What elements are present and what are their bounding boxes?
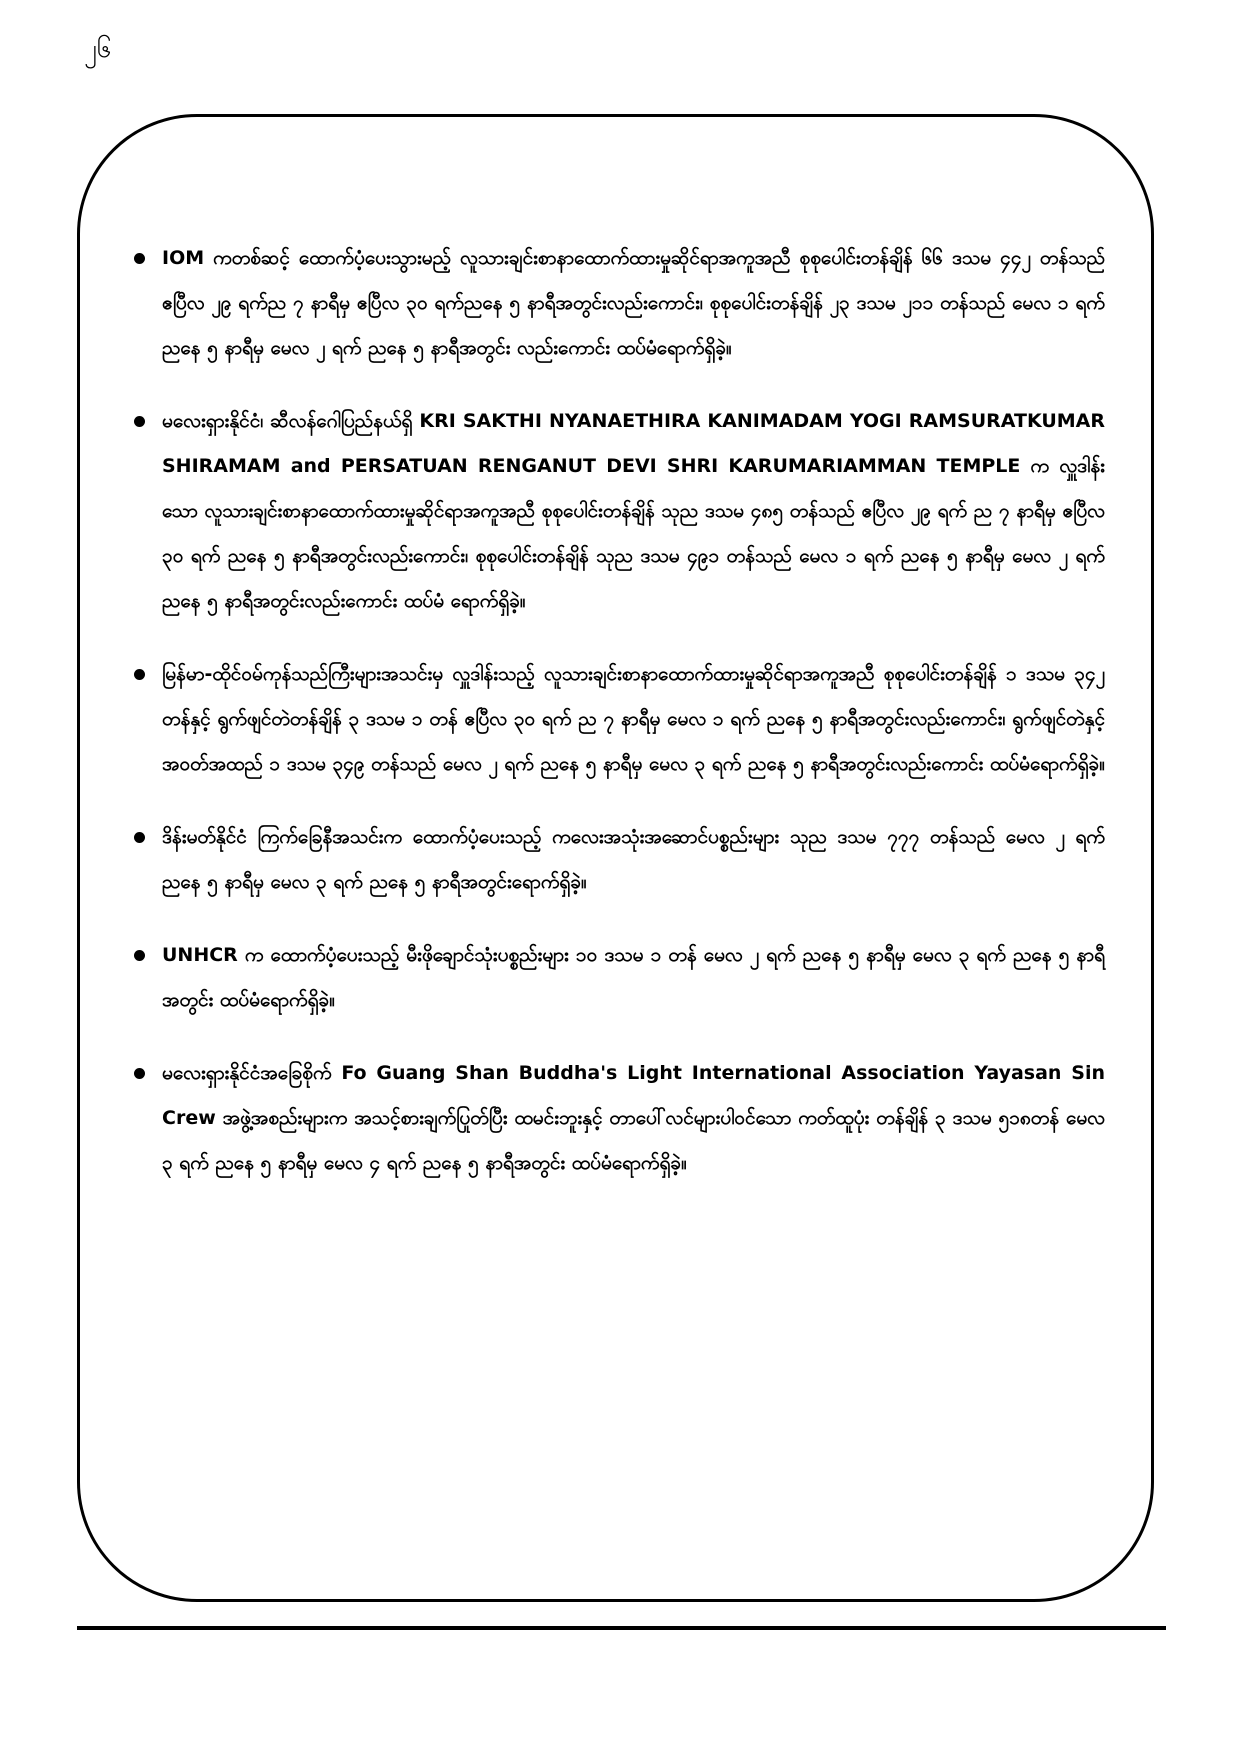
list-item-text: မြန်မာ-ထိုင်ဝမ်ကုန်သည်ကြီးများအသင်းမှ လှူဒါန်းသည့် လူသားချင်းစာနာထောက်ထားမှုဆိုင်ရာအကူအညီ စုစုပေါင်းတန်ချိန် ၁ ဒသမ ၃၄၂ တန်နှင့် ရွက်ဖျင်တဲတန်ချိန် ၃ ဒသမ ၁ တန် ဧပြီလ ၃၀ ရက် ည ၇ နာရီမှ မေလ ၁ ရက် ညနေ ၅ နာရီအတွင်းလည်းကောင်း၊ ရွက်ဖျင်တဲနှင့် အဝတ်အထည် ၁ ဒသမ ၃၄၉ တန်သည် မေလ ၂ ရက် ညနေ ၅ နာရီမှ မေလ ၃ ရက် ညနေ ၅ နာရီအတွင်းလည်းကောင်း ထပ်မံရောက်ရှိခဲ့။ bbox=[162, 663, 1105, 775]
bullet-icon bbox=[134, 1068, 145, 1079]
list-item-text: မလေးရှားနိုင်ငံ၊ ဆီလန်ဂေါပြည်နယ်ရှိ KRI SAKTHI NYANAETHIRA KANIMADAM YOGI RAMSURATKUMAR SHIRAMAM and PERSATUAN RENGANUT DEVI SHRI KARUMARIAMMAN TEMPLE က လှူဒါန်းသော လူသားချင်းစာနာထောက်ထားမှုဆိုင်ရာအကူအညီ စုစုပေါင်းတန်ချိန် သုည ဒသမ ၄၈၅ တန်သည် ဧပြီလ ၂၉ ရက် ည ၇ နာရီမှ ဧပြီလ ၃၀ ရက် ညနေ ၅ နာရီအတွင်းလည်းကောင်း၊ စုစုပေါင်းတန်ချိန် သုည ဒသမ ၄၉၁ တန်သည် မေလ ၁ ရက် ညနေ ၅ နာရီမှ မေလ ၂ ရက် ညနေ ၅ နာရီအတွင်းလည်းကောင်း ထပ်မံ ရောက်ရှိခဲ့။ bbox=[162, 410, 1105, 612]
list-item-text: ဒိန်းမတ်နိုင်ငံ ကြက်ခြေနီအသင်းက ထောက်ပံ့ပေးသည့် ကလေးအသုံးအဆောင်ပစ္စည်းများ သုည ဒသမ ၇၇၇ တန်သည် မေလ ၂ ရက် ညနေ ၅ နာရီမှ မေလ ၃ ရက် ညနေ ၅ နာရီအတွင်းရောက်ရှိခဲ့။ bbox=[162, 826, 1105, 893]
list-item-text: မလေးရှားနိုင်ငံအခြေစိုက် Fo Guang Shan Buddha's Light International Association Yayasan Sin Crew အဖွဲ့အစည်းများက အသင့်စားချက်ပြုတ်ပြီး ထမင်းဘူးနှင့် တာပေါ်လင်များပါဝင်သော ကတ်ထူပုံး တန်ချိန် ၃ ဒသမ ၅၁၈တန် မေလ ၃ ရက် ညနေ ၅ နာရီမှ မေလ ၄ ရက် ညနေ ၅ နာရီအတွင်း ထပ်မံရောက်ရှိခဲ့။ bbox=[162, 1062, 1105, 1174]
bullet-icon bbox=[134, 950, 145, 961]
bullet-icon bbox=[134, 832, 145, 843]
list-item-text: IOM ကတစ်ဆင့် ထောက်ပံ့ပေးသွားမည့် လူသားချင်းစာနာထောက်ထားမှုဆိုင်ရာအကူအညီ စုစုပေါင်းတန်ချိန် ၆၆ ဒသမ ၄၄၂ တန်သည် ဧပြီလ ၂၉ ရက်ည ၇ နာရီမှ ဧပြီလ ၃၀ ရက်ညနေ ၅ နာရီအတွင်းလည်းကောင်း၊ စုစုပေါင်းတန်ချိန် ၂၃ ဒသမ ၂၁၁ တန်သည် မေလ ၁ ရက် ညနေ ၅ နာရီမှ မေလ ၂ ရက် ညနေ ၅ နာရီအတွင်း လည်းကောင်း ထပ်မံရောက်ရှိခဲ့။ bbox=[162, 247, 1105, 359]
bullet-icon bbox=[134, 669, 145, 680]
list-item bbox=[130, 236, 1105, 371]
bullet-icon bbox=[134, 416, 145, 427]
bullet-icon bbox=[134, 253, 145, 264]
list-item-text: UNHCR က ထောက်ပံ့ပေးသည့် မီးဖိုချောင်သုံးပစ္စည်းများ ၁၀ ဒသမ ၁ တန် မေလ ၂ ရက် ညနေ ၅ နာရီမှ မေလ ၃ ရက် ညနေ ၅ နာရီအတွင်း ထပ်မံရောက်ရှိခဲ့။ bbox=[162, 944, 1105, 1011]
bullet-list bbox=[130, 236, 1105, 1214]
footer-rule bbox=[77, 1626, 1166, 1630]
list-item bbox=[130, 815, 1105, 905]
page-number: ၂၆ bbox=[84, 34, 112, 64]
list-item bbox=[130, 652, 1105, 787]
list-item bbox=[130, 933, 1105, 1023]
list-item bbox=[130, 1051, 1105, 1186]
list-item bbox=[130, 399, 1105, 624]
